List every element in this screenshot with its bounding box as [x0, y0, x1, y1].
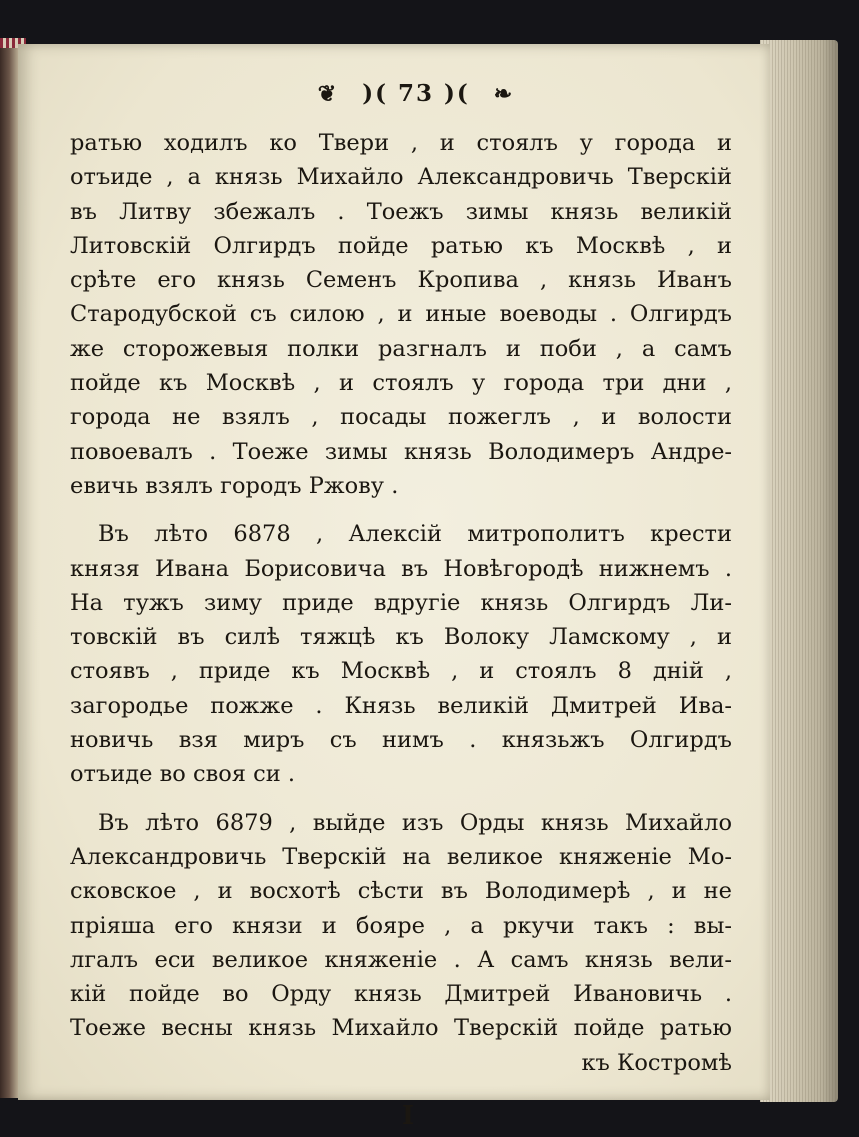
- text-line: Въ лѣто 6879 , выйде изъ Орды князь Михайло: [98, 809, 732, 836]
- text-line: Литовскій Олгирдъ пойде ратью къ Москвѣ , и: [70, 232, 732, 259]
- page-header: [100, 74, 732, 114]
- header-left-ornament: ❦: [317, 81, 339, 107]
- text-line: срѣте его князь Семенъ Кропива , князь Иванъ: [70, 267, 732, 294]
- text-line: отъиде , а князь Михайло Александровичь Тверскій: [70, 164, 732, 191]
- page-text-block: [70, 74, 732, 1134]
- text-line: города не взялъ , посады пожеглъ , и волости: [70, 404, 732, 431]
- text-line: пойде къ Москвѣ , и стоялъ у города три дни ,: [70, 370, 732, 397]
- text-line: новичь взя миръ съ нимъ . князьжъ Олгирдъ: [70, 727, 732, 754]
- text-line: же сторожевыя полки разгналъ и поби , а самъ: [70, 335, 732, 362]
- text-line: въ Литву збежалъ . Тоежъ зимы князь великій: [70, 198, 732, 225]
- text-line: стоявъ , приде къ Москвѣ , и стоялъ 8 дній ,: [70, 658, 732, 685]
- page-number: )( 73 )(: [362, 80, 470, 107]
- catchword: къ Костромѣ: [581, 1049, 732, 1076]
- text-line: отъиде во своя си .: [70, 761, 296, 788]
- paragraph-1: [70, 126, 732, 503]
- text-line: евичь взялъ городъ Ржову .: [70, 472, 399, 499]
- text-line: князя Ивана Борисовича въ Новѣгородѣ нижнемъ .: [70, 555, 732, 582]
- header-right-ornament: ❧: [493, 81, 515, 107]
- text-line: пріяша его князи и бояре , а ркучи такъ : вы-: [70, 912, 732, 939]
- text-line: Стародубской съ силою , и иные воеводы . Олгирдъ: [70, 301, 732, 328]
- text-line: Александровичь Тверскій на великое княженіе Мо-: [70, 843, 732, 870]
- text-line: кій пойде во Орду князь Дмитрей Ивановичь .: [70, 981, 732, 1008]
- page-stack-edge: [760, 40, 838, 1102]
- signature-mark: I: [401, 1101, 415, 1132]
- text-line: Тоеже весны князь Михайло Тверскій пойде ратью: [70, 1015, 732, 1042]
- text-line: сковское , и восхотѣ сѣсти въ Володимерѣ , и не: [70, 878, 732, 905]
- paragraph-2: [70, 517, 732, 791]
- text-line: На тужъ зиму приде вдругіе князь Олгирдъ Ли-: [70, 589, 732, 616]
- text-line: повоевалъ . Тоеже зимы князь Володимеръ Андре-: [70, 438, 732, 465]
- text-line: Въ лѣто 6878 , Алексій митрополитъ крести: [98, 521, 732, 548]
- book-page: [18, 44, 770, 1132]
- text-line: лгалъ еси великое княженіе . А самъ князь вели-: [70, 946, 732, 973]
- text-line: товскій въ силѣ тяжцѣ къ Волоку Ламскому , и: [70, 624, 732, 651]
- text-line: загородье пожже . Князь великій Дмитрей Ива-: [70, 692, 732, 719]
- text-line: ратью ходилъ ко Твери , и стоялъ у города и: [70, 130, 732, 156]
- paragraph-3: [70, 806, 732, 1080]
